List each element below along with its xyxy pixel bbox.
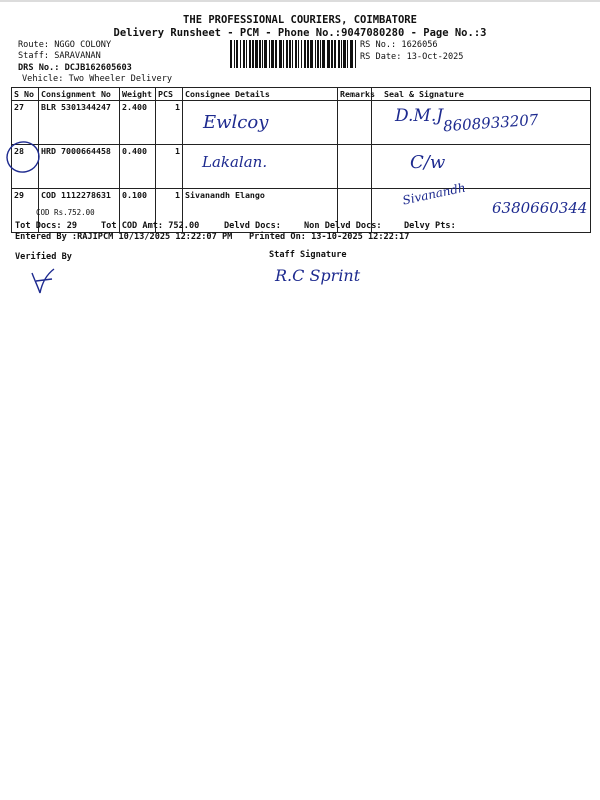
- vehicle-label: Vehicle: Two Wheeler Delivery: [22, 74, 173, 84]
- rs-no-label: RS No.: 1626056: [360, 40, 438, 50]
- delivered-docs: Delvd Docs:: [224, 221, 281, 231]
- col-header-remarks: Remarks: [338, 88, 372, 101]
- col-header-weight: Weight: [120, 88, 156, 101]
- col-header-pcs: PCS: [156, 88, 183, 101]
- cell-consignee: Sivanandh Elango: [183, 189, 338, 233]
- cell-consignment: HRD 7000664458: [39, 145, 120, 189]
- col-header-consignee: Consignee Details: [183, 88, 338, 101]
- printed-on: Printed On: 13-10-2025 12:22:17: [249, 232, 410, 242]
- cell-pcs: 1: [156, 189, 183, 233]
- cell-remarks: [338, 101, 372, 145]
- handwriting-row28-consignee: Lakalan.: [202, 153, 268, 171]
- cell-consignment: COD 1112278631: [39, 189, 120, 233]
- cell-pcs: 1: [156, 145, 183, 189]
- cell-sno: 27: [12, 101, 39, 145]
- company-title: THE PROFESSIONAL COURIERS, COIMBATORE: [183, 14, 417, 26]
- cell-weight: 0.100: [120, 189, 156, 233]
- verified-by-label: Verified By: [15, 252, 72, 262]
- handwriting-row28-seal: C/w: [410, 152, 446, 173]
- handwriting-row27-seal-a: D.M.J: [395, 106, 444, 126]
- total-docs: Tot Docs: 29: [15, 221, 78, 231]
- cell-sno: 29: [12, 189, 39, 233]
- cell-seal: [372, 145, 591, 189]
- col-header-sno: S No: [12, 88, 39, 101]
- cod-note: COD Rs.752.00: [36, 208, 95, 217]
- total-cod-amount: Tot COD Amt: 752.00: [101, 221, 200, 231]
- barcode-image: [230, 40, 356, 68]
- entered-by: Entered By :RAJIPCM 10/13/2025 12:22:07 PM: [15, 232, 233, 242]
- drs-label: DRS No.: DCJB162605603: [18, 63, 132, 73]
- handwriting-row27-consignee: Ewlcoy: [203, 112, 269, 133]
- staff-signature-handwriting: R.C Sprint: [275, 266, 361, 285]
- circle-mark: [4, 139, 42, 175]
- runsheet-title: Delivery Runsheet - PCM - Phone No.:9047080280 - Page No.:3: [113, 27, 487, 39]
- cell-consignment: BLR 5301344247: [39, 101, 120, 145]
- col-header-seal: Seal & Signature: [372, 88, 591, 101]
- non-delivered-docs: Non Delvd Docs:: [304, 221, 382, 231]
- col-header-consignment: Consignment No: [39, 88, 120, 101]
- table-row: [12, 145, 591, 189]
- handwriting-row27-seal-b: 8608933207: [442, 110, 539, 136]
- cell-sno: 28: [12, 145, 39, 189]
- cell-weight: 2.400: [120, 101, 156, 145]
- scan-edge: [0, 0, 600, 2]
- handwriting-row29-seal-a: Sivanandh: [401, 180, 467, 208]
- delivery-points: Delvy Pts:: [404, 221, 456, 231]
- cell-weight: 0.400: [120, 145, 156, 189]
- table-header-row: [12, 88, 591, 101]
- verified-signature-image: [28, 265, 62, 297]
- staff-label: Staff: SARAVANAN: [18, 51, 101, 61]
- handwriting-row29-seal-b: 6380660344: [492, 199, 588, 217]
- staff-signature-label: Staff Signature: [269, 250, 347, 260]
- cell-pcs: 1: [156, 101, 183, 145]
- rs-date-label: RS Date: 13-Oct-2025: [360, 52, 464, 62]
- route-label: Route: NGGO COLONY: [18, 40, 112, 50]
- cell-remarks: [338, 145, 372, 189]
